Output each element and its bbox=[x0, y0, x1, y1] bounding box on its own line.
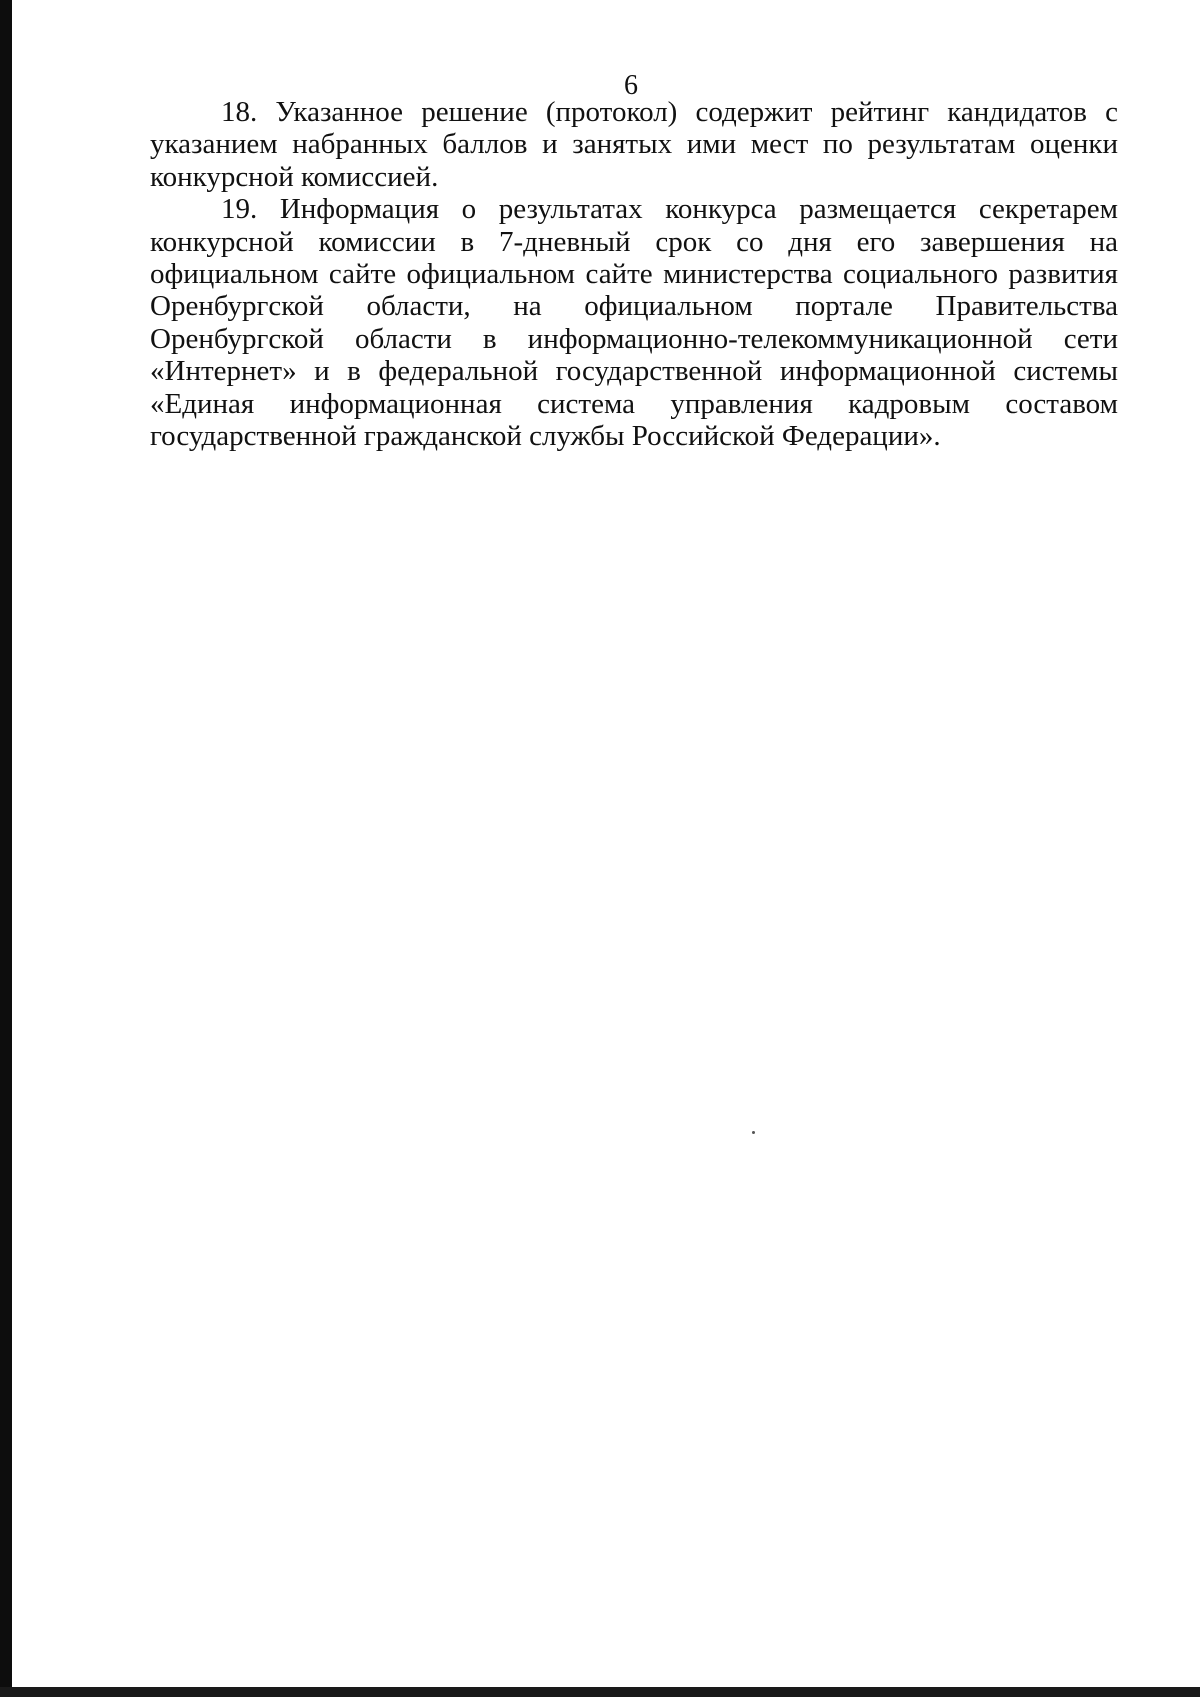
document-body bbox=[150, 96, 1118, 452]
paragraph-19: 19. Информация о результатах конкурса размещается секретарем конкурсной комиссии в 7-дневный срок со дня его завершения на официальном сайте официальном сайте министерства социального развития Оренбургской области, на официальном портале Правительства Оренбургской области в информационно-телекоммуникационной сети «Интернет» и в федеральной государственной информационной системы «Единая информационная система управления кадровым составом государственной гражданской службы Российской Федерации». bbox=[150, 193, 1118, 453]
scan-artifact-dot bbox=[752, 1131, 755, 1134]
page-number: 6 bbox=[624, 70, 638, 101]
paragraph-18: 18. Указанное решение (протокол) содержит рейтинг кандидатов с указанием набранных баллов и занятых ими мест по результатам оценки конкурсной комиссией. bbox=[150, 96, 1118, 193]
scan-bottom-edge bbox=[0, 1687, 1200, 1697]
scan-left-edge bbox=[0, 0, 12, 1697]
